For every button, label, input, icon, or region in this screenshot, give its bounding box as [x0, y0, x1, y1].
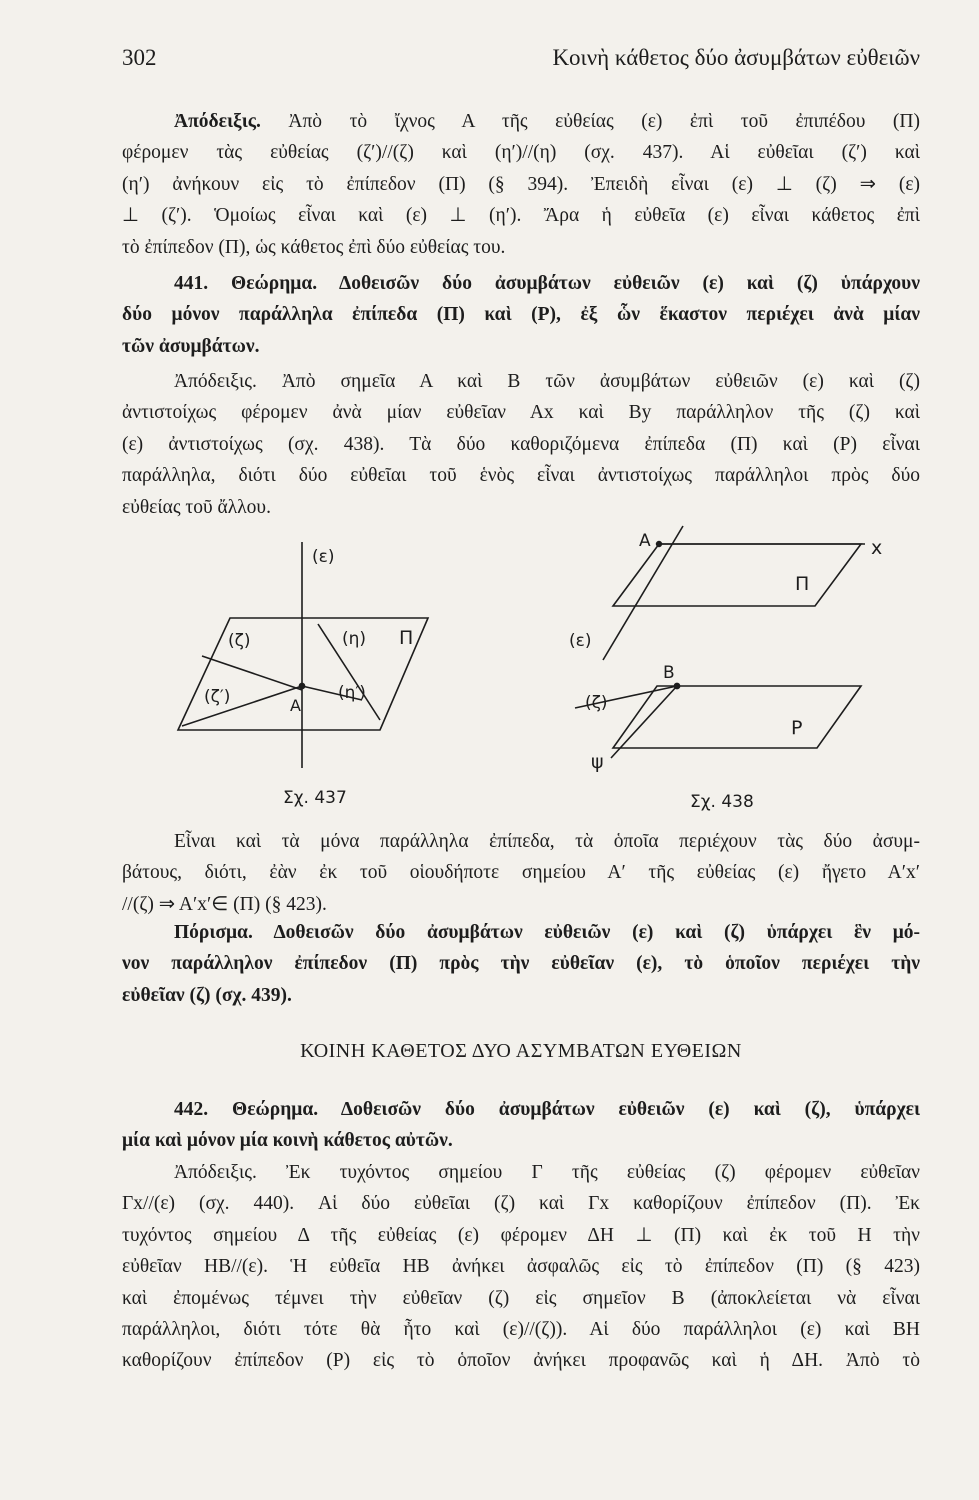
- text-line: παράλληλα, διότι δύο εὐθεῖαι τοῦ ἑνὸς εἶναι ἀντιστοίχως παράλληλοι πρὸς δύο: [122, 465, 920, 487]
- label-z-prime: (ζ′): [204, 687, 231, 707]
- running-title: Κοινὴ κάθετος δύο ἀσυμβάτων εὐθειῶν: [552, 45, 920, 70]
- label-pi: Π: [795, 573, 810, 595]
- text-line: φέρομεν τὰς εὐθείας (ζ′)//(ζ) καὶ (η′)//(η) (σχ. 437). Αἱ εὐθεῖαι (ζ′) καὶ: [122, 142, 920, 164]
- plane-p: [613, 686, 861, 748]
- text-line: ἀντιστοίχως φέρομεν ἀνὰ μίαν εὐθεῖαν Αx καὶ Βy παράλληλον τῆς (ζ) καὶ: [122, 402, 920, 424]
- text-line: (ε) ἀντιστοίχως (σχ. 438). Τὰ δύο καθοριζόμενα ἐπίπεδα (Π) καὶ (Ρ) εἶναι: [122, 433, 920, 455]
- text-line: 441. Θεώρημα. Δοθεισῶν δύο ἀσυμβάτων εὐθειῶν (ε) καὶ (ζ) ὑπάρχουν: [174, 273, 920, 294]
- section-heading: ΚΟΙΝΗ ΚΑΘΕΤΟΣ ΔΥΟ ΑΣΥΜΒΑΤΩΝ ΕΥΘΕΙΩΝ: [300, 1040, 742, 1062]
- text-line: Ἀπόδειξις. Ἀπὸ τὸ ἴχνος Α τῆς εὐθείας (ε) ἐπὶ τοῦ ἐπιπέδου (Π): [174, 111, 920, 132]
- point-a: [299, 683, 304, 688]
- text-line: καὶ ἐπομένως τέμνει τὴν εὐθεῖαν (ζ) εἰς σημεῖον Β (ἀποκλείεται νὰ εἶναι: [122, 1287, 920, 1309]
- proof-441: [122, 366, 920, 523]
- text-line: ⊥ (ζ′). Ὁμοίως εἶναι καὶ (ε) ⊥ (η′). Ἄρα ἡ εὐθεῖα (ε) εἶναι κάθετος ἐπὶ: [122, 205, 920, 227]
- label-a: Α: [290, 696, 301, 715]
- label-e: (ε): [312, 547, 335, 567]
- label-y: ψ: [591, 751, 604, 773]
- figure-437: [170, 528, 470, 790]
- line-z: [202, 656, 302, 690]
- label-b: Β: [663, 663, 675, 683]
- text-line: εὐθεῖαν ΗΒ//(ε). Ἡ εὐθεῖα ΗΒ ἀνήκει ἀσφαλῶς εἰς τὸ ἐπίπεδον (Π) (§ 423): [122, 1256, 920, 1278]
- text-line: (η′) ἀνήκουν εἰς τὸ ἐπίπεδον (Π) (§ 394). Ἐπειδὴ εἶναι (ε) ⊥ (ζ) ⇒ (ε): [122, 173, 920, 195]
- point-b: [674, 683, 679, 688]
- label-eta: (η): [342, 629, 367, 649]
- text-line: Γx//(ε) (σχ. 440). Αἱ δύο εὐθεῖαι (ζ) καὶ Γx καθορίζουν ἐπίπεδον (Π). Ἐκ: [122, 1193, 920, 1215]
- text-line: τῶν ἀσυμβάτων.: [122, 335, 260, 357]
- label-z: (ζ): [228, 631, 251, 651]
- point-a: [657, 542, 662, 547]
- text-line: νον παράλληλον ἐπίπεδον (Π) πρὸς τὴν εὐθεῖαν (ε), τὸ ὁποῖον περιέχει τὴν: [122, 953, 920, 975]
- text-line: τυχόντος σημείου Δ τῆς εὐθείας (ε) φέρομεν ΔΗ ⊥ (Π) καὶ ἐκ τοῦ Η τὴν: [122, 1224, 920, 1246]
- text-line: Ἀπόδειξις. Ἀπὸ σημεῖα Α καὶ Β τῶν ἀσυμβάτων εὐθειῶν (ε) καὶ (ζ): [174, 371, 920, 392]
- label-a: Α: [639, 531, 651, 551]
- text-line: τὸ ἐπίπεδον (Π), ὡς κάθετος ἐπὶ δύο εὐθείας του.: [122, 236, 506, 258]
- text-line: Ἀπόδειξις. Ἐκ τυχόντος σημείου Γ τῆς εὐθείας (ζ) φέρομεν εὐθεῖαν: [174, 1162, 920, 1183]
- porism: [122, 917, 920, 1011]
- caption-437: Σχ. 437: [283, 788, 347, 808]
- text-line: βάτους, διότι, ἐὰν ἐκ τοῦ οἱουδήποτε σημείου Α′ τῆς εὐθείας (ε) ἤγετο Α′x′: [122, 862, 920, 884]
- proof-block-440: [122, 106, 920, 263]
- label-e: (ε): [569, 631, 592, 651]
- text-line: //(ζ) ⇒ Α′x′∈ (Π) (§ 423).: [122, 893, 327, 915]
- theorem-442: [122, 1094, 920, 1157]
- plane-pi: [613, 544, 861, 606]
- text-line: μία καὶ μόνον μία κοινὴ κάθετος αὐτῶν.: [122, 1130, 453, 1152]
- text-line: Εἶναι καὶ τὰ μόνα παράλληλα ἐπίπεδα, τὰ ὁποῖα περιέχουν τὰς δύο ἀσυμ-: [174, 831, 920, 852]
- text-line: δύο μόνον παράλληλα ἐπίπεδα (Π) καὶ (Ρ), ἐξ ὧν ἕκαστον περιέχει ἀνὰ μίαν: [122, 304, 920, 326]
- text-line: εὐθεῖαν (ζ) (σχ. 439).: [122, 984, 292, 1006]
- text-line: καθορίζουν ἐπίπεδον (Ρ) εἰς τὸ ὁποῖον ἀνήκει προφανῶς καὶ ἡ ΔΗ. Ἀπὸ τὸ: [122, 1350, 920, 1372]
- proof-442: [122, 1157, 920, 1377]
- text-block-only-planes: [122, 826, 920, 920]
- label-pi: Π: [399, 627, 414, 649]
- label-p: Ρ: [791, 717, 803, 739]
- text-line: Πόρισμα. Δοθεισῶν δύο ἀσυμβάτων εὐθειῶν (ε) καὶ (ζ) ὑπάρχει ἓν μό-: [174, 922, 920, 943]
- page-number: 302: [122, 45, 157, 70]
- text-line: 442. Θεώρημα. Δοθεισῶν δύο ἀσυμβάτων εὐθειῶν (ε) καὶ (ζ), ὑπάρχει: [174, 1099, 920, 1120]
- line-z-prime: [182, 686, 302, 726]
- label-z: (ζ): [585, 693, 608, 713]
- text-line: εὐθείας τοῦ ἄλλου.: [122, 496, 271, 518]
- theorem-441: [122, 268, 920, 362]
- label-eta-prime: (η′): [338, 683, 366, 703]
- caption-438: Σχ. 438: [690, 792, 754, 812]
- figure-438: [565, 512, 895, 782]
- text-line: παράλληλοι, διότι τότε θὰ ἦτο καὶ (ε)//(ζ)). Αἱ δύο παράλληλοι (ε) καὶ ΒΗ: [122, 1318, 920, 1340]
- label-x: x: [871, 537, 883, 559]
- plane-pi: [178, 618, 428, 730]
